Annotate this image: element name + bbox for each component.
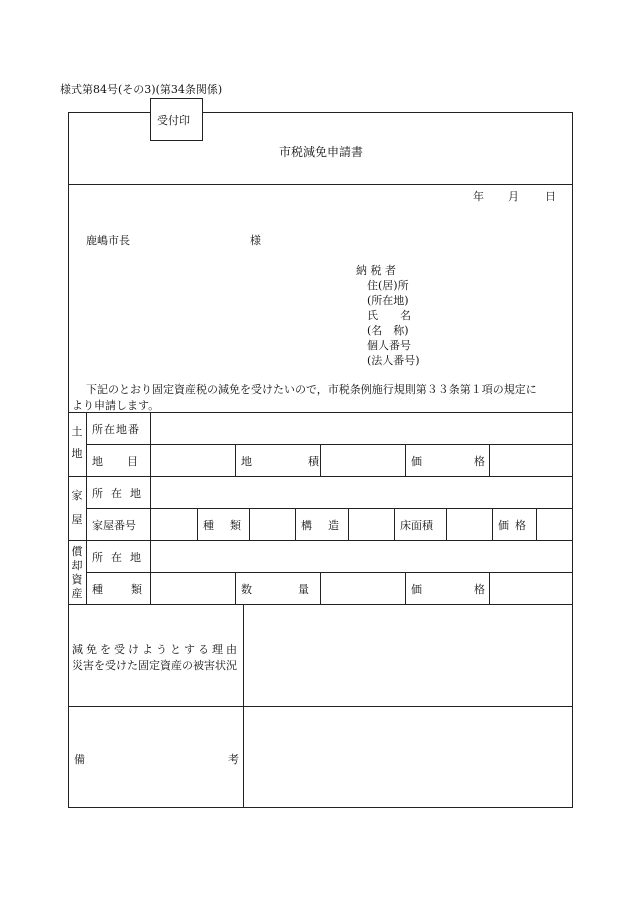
house-row-divider xyxy=(86,508,573,509)
reason-remarks-divider xyxy=(68,706,573,707)
house-row2-divider-7 xyxy=(446,508,447,540)
taxpayer-name-label: 氏 名 xyxy=(367,309,411,322)
remarks-label-left: 備 xyxy=(74,753,85,766)
house-row2-divider-9 xyxy=(536,508,537,540)
reason-remarks-label-divider xyxy=(243,604,244,808)
taxpayer-address-corp-label: (所在地) xyxy=(367,294,409,307)
house-group-label: 家屋 xyxy=(71,489,83,526)
taxpayer-corp-number-label: (法人番号) xyxy=(367,354,420,367)
land-row-divider xyxy=(86,444,573,445)
asset-kind-label: 種類 xyxy=(92,583,170,596)
house-row2-divider-4 xyxy=(295,508,296,540)
house-row2-divider-2 xyxy=(197,508,198,540)
asset-location-label-divider xyxy=(150,540,151,572)
asset-price-label: 価格 xyxy=(411,583,537,596)
house-number-label: 家屋番号 xyxy=(92,519,136,532)
statement-line-2: より申請します。 xyxy=(72,399,160,412)
taxpayer-personal-number-label: 個人番号 xyxy=(367,339,411,352)
reception-stamp-label: 受付印 xyxy=(157,114,190,127)
asset-location-label: 所在地 xyxy=(92,551,149,564)
house-location-label: 所在地 xyxy=(92,487,149,500)
land-price-label: 価格 xyxy=(411,455,537,468)
addressee-name: 鹿嶋市長 xyxy=(86,234,130,247)
land-row2-divider-2 xyxy=(235,444,236,476)
land-area-label: 地積 xyxy=(241,455,375,468)
house-structure-label: 構造 xyxy=(301,519,355,532)
asset-reason-divider xyxy=(68,604,573,605)
land-category-text: 地目 xyxy=(92,455,162,468)
depreciable-group-label: 償却資産 xyxy=(71,545,83,600)
asset-quantity-label: 数量 xyxy=(241,583,355,596)
title-divider xyxy=(68,184,573,185)
house-price-label: 価格 xyxy=(498,519,532,532)
asset-row-divider xyxy=(86,572,573,573)
house-asset-divider xyxy=(68,540,573,541)
land-category-label xyxy=(92,453,162,469)
date-month: 月 xyxy=(508,190,519,203)
remarks-label-right: 考 xyxy=(228,753,239,766)
asset-row2-divider-2 xyxy=(235,572,236,604)
house-row2-divider-8 xyxy=(492,508,493,540)
statement-line-1: 下記のとおり固定資産税の減免を受けたいので，市税条例施行規則第３３条第１項の規定に xyxy=(86,383,537,396)
house-row2-divider-6 xyxy=(394,508,395,540)
land-group-label: 土地 xyxy=(71,425,83,460)
land-row2-divider-4 xyxy=(405,444,406,476)
land-location-label: 所在地番 xyxy=(92,423,140,436)
addressee-honorific: 様 xyxy=(250,234,261,247)
taxpayer-heading: 納 税 者 xyxy=(356,264,396,277)
taxpayer-address-label: 住(居)所 xyxy=(367,279,409,292)
date-day: 日 xyxy=(545,190,556,203)
land-location-label-divider xyxy=(150,412,151,444)
date-year: 年 xyxy=(473,190,484,203)
form-title: 市税減免申請書 xyxy=(279,145,364,159)
land-house-divider xyxy=(68,476,573,477)
taxpayer-name-corp-label: (名 称) xyxy=(367,324,409,337)
house-location-label-divider xyxy=(150,476,151,508)
house-kind-label: 種類 xyxy=(203,519,257,532)
asset-row2-divider-4 xyxy=(405,572,406,604)
house-row2-divider-1 xyxy=(150,508,151,540)
form-number: 様式第84号(その3)(第34条関係) xyxy=(60,83,223,96)
house-floor-area-label: 床面積 xyxy=(400,519,433,532)
group-column-divider xyxy=(86,412,87,604)
reason-line-1: 減免を受けようとする理由 xyxy=(72,643,240,656)
table-top-line xyxy=(68,412,573,413)
reason-line-2: 災害を受けた固定資産の被害状況 xyxy=(72,659,237,672)
